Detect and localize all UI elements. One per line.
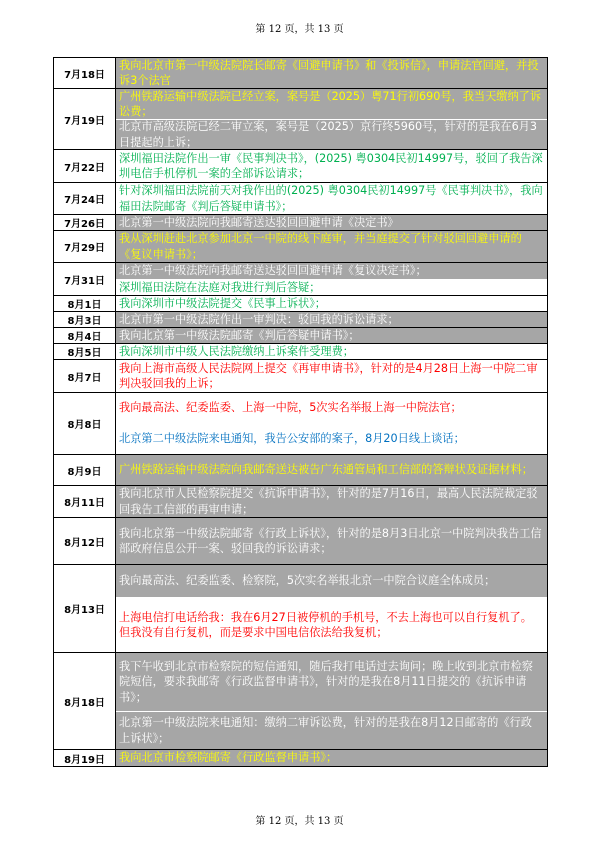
table-row [54, 486, 548, 518]
table-row [54, 750, 548, 767]
event-text [116, 183, 547, 214]
date-cell: 7月31日 [54, 263, 116, 295]
event-text [116, 312, 547, 327]
event-text-content: 我向最高法、纪委监委、检察院，5次实名举报北京一中院合议庭全体成员； [119, 574, 496, 588]
table-row [54, 231, 548, 263]
table-row [54, 296, 548, 312]
event-text [116, 518, 547, 564]
event-text-content: 北京第一中级法院向我邮寄送达驳回回避申请《决定书》 [119, 215, 399, 229]
date-cell: 8月9日 [54, 455, 116, 485]
event-text [116, 711, 547, 749]
event-text [116, 344, 547, 359]
table-row [54, 565, 548, 653]
event-text-content: 针对深圳福田法院前天对我作出的(2025) 粤0304民初14997号《民事判决书》，我向福田法院邮寄《判后答疑申请书》； [119, 184, 543, 213]
event-table [53, 57, 548, 767]
event-text [116, 486, 547, 517]
event-cells [116, 89, 548, 149]
event-cells [116, 150, 548, 182]
date-cell: 8月11日 [54, 486, 116, 517]
event-text [116, 455, 547, 485]
event-text-content: 我向深圳市中级人民法院缴纳上诉案件受理费； [119, 344, 354, 358]
date-cell: 8月3日 [54, 312, 116, 327]
event-cells [116, 263, 548, 295]
event-text [116, 750, 547, 766]
table-row [54, 518, 548, 565]
event-text [116, 263, 547, 279]
event-text-content: 深圳福田法院作出一审《民事判决书》，(2025) 粤0304民初14997号，驳回了我告深圳电信手机停机一案的全部诉讼请求； [119, 151, 543, 180]
table-row [54, 344, 548, 360]
event-text-content: 我向上海市高级人民法院网上提交《再审申请书》，针对的是4月28日上海一中院二审判决驳回我的上诉； [119, 361, 538, 390]
table-row [54, 215, 548, 231]
date-cell: 8月4日 [54, 328, 116, 343]
event-cells [116, 58, 548, 88]
event-text-content: 我向北京市第一中级法院院长邮寄《回避申请书》和《投诉信》，申请法官回避，并投诉3个法官 [119, 58, 539, 87]
event-text [116, 119, 547, 149]
event-text-content: 我向北京市检察院邮寄《行政监督申请书》； [119, 751, 338, 765]
event-text [116, 296, 547, 311]
event-text [116, 423, 547, 454]
event-cells [116, 565, 548, 652]
event-text-content: 广州铁路运输中级法院已经立案，案号是（2025）粤71行初690号，我当天缴纳了诉讼费； [119, 89, 542, 118]
date-cell: 8月18日 [54, 653, 116, 749]
date-cell: 8月1日 [54, 296, 116, 311]
event-text [116, 653, 547, 711]
page-footer: 第 12 页，共 13 页 [255, 816, 344, 827]
event-cells [116, 750, 548, 766]
event-cells [116, 215, 548, 230]
date-cell: 7月29日 [54, 231, 116, 262]
event-text [116, 89, 547, 119]
event-text [116, 393, 547, 423]
event-cells [116, 312, 548, 327]
date-cell: 7月18日 [54, 58, 116, 88]
date-cell: 8月5日 [54, 344, 116, 359]
date-cell: 8月12日 [54, 518, 116, 564]
event-text-content: 我向北京第一中级法院邮寄《行政上诉状》，针对的是8月3日北京一中院判决我告工信部政府信息公开一案、驳回我的诉讼请求； [119, 526, 542, 555]
date-cell: 7月22日 [54, 150, 116, 182]
date-cell: 7月26日 [54, 215, 116, 230]
event-text-content: 我从深圳赶赴北京参加北京一中院的线下庭审，并当庭提交了针对驳回回避申请的《复议申请书》； [119, 232, 522, 261]
event-text [116, 215, 547, 230]
event-cells [116, 518, 548, 564]
date-cell: 8月7日 [54, 360, 116, 392]
event-cells [116, 455, 548, 485]
date-cell: 8月13日 [54, 565, 116, 652]
event-text-content: 北京第二中级法院来电通知，我告公安部的案子，8月20日线上谈话； [119, 432, 465, 446]
event-text-content: 北京第一中级法院向我邮寄送达驳回回避申请《复议决定书》； [119, 264, 427, 278]
table-row [54, 89, 548, 150]
event-text-content: 北京市高级法院已经二审立案，案号是（2025）京行终5960号，针对的是我在6月3日提起的上诉； [119, 120, 537, 149]
table-row [54, 455, 548, 486]
table-row [54, 58, 548, 89]
event-text-content: 深圳福田法院在法庭对我进行判后答疑； [119, 280, 321, 294]
event-text [116, 328, 547, 343]
event-text-content: 北京市第一中级法院作出一审判决：驳回我的诉讼请求； [119, 312, 399, 326]
event-text [116, 565, 547, 597]
event-cells [116, 344, 548, 359]
event-text-content: 北京第一中级法院来电通知：缴纳二审诉讼费，针对的是我在8月12日邮寄的《行政上诉状》； [119, 716, 532, 745]
event-text [116, 360, 547, 392]
event-cells [116, 296, 548, 311]
event-text-content: 我向北京第一中级法院邮寄《判后答疑申请书》； [119, 328, 360, 342]
event-text-content: 上海电信打电话给我：我在6月27日被停机的手机号，不去上海也可以自行复机了。但我没有自行复机，而是要求中国电信依法给我复机； [119, 610, 532, 639]
event-cells [116, 328, 548, 343]
page-header: 第 12 页，共 13 页 [255, 24, 344, 35]
event-text [116, 58, 547, 88]
event-cells [116, 486, 548, 517]
event-cells [116, 231, 548, 262]
event-text [116, 597, 547, 652]
date-cell: 7月19日 [54, 89, 116, 149]
table-row [54, 263, 548, 296]
table-row [54, 183, 548, 215]
event-text-content: 我向北京市人民检察院提交《抗诉申请书》，针对的是7月16日，最高人民法院裁定驳回我告工信部的再审申请； [119, 487, 538, 516]
event-text [116, 150, 547, 182]
event-text-content: 我下午收到北京市检察院的短信通知，随后我打电话过去询问；晚上收到北京市检察院短信，要求我邮寄《行政监督申请书》，针对的是我在8月11日提交的《抗诉申请书》； [119, 659, 533, 704]
table-row [54, 312, 548, 328]
event-cells [116, 360, 548, 392]
event-text-content: 我向深圳市中级法院提交《民事上诉状》； [119, 296, 326, 310]
event-text-content: 广州铁路运输中级法院向我邮寄送达被告广东通管局和工信部的答辩状及证据材料； [119, 463, 533, 477]
date-cell: 7月24日 [54, 183, 116, 214]
event-cells [116, 653, 548, 749]
table-row [54, 653, 548, 750]
event-cells [116, 183, 548, 214]
table-row [54, 328, 548, 344]
date-cell: 8月8日 [54, 393, 116, 454]
event-text-content: 我向最高法、纪委监委、上海一中院，5次实名举报上海一中院法官； [119, 401, 462, 415]
date-cell: 8月19日 [54, 750, 116, 766]
event-text [116, 231, 547, 262]
table-row [54, 360, 548, 393]
table-row [54, 150, 548, 183]
table-row [54, 393, 548, 455]
event-cells [116, 393, 548, 454]
event-text [116, 279, 547, 295]
